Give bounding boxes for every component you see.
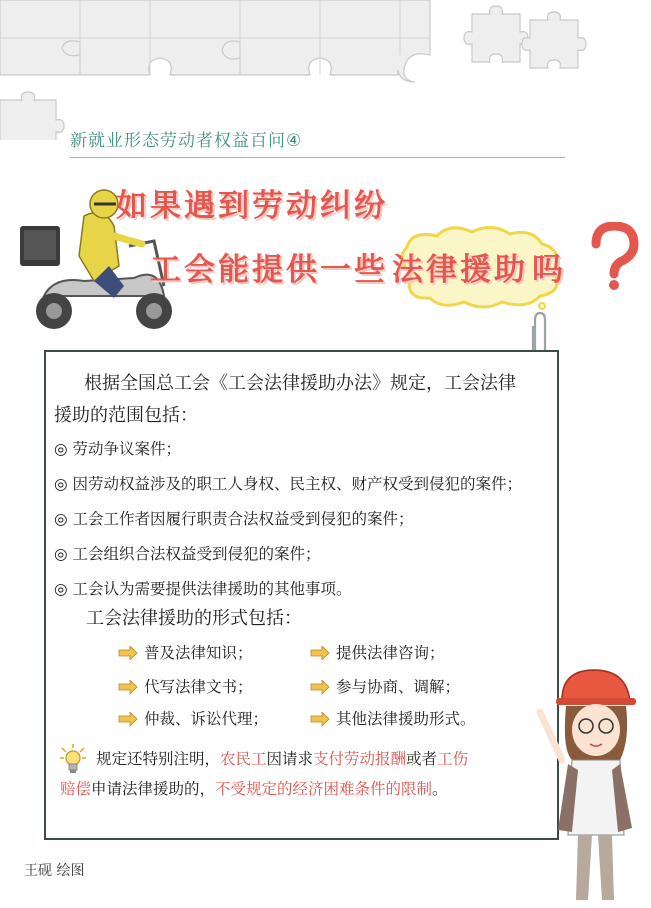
headline-line-2	[150, 244, 566, 289]
question-mark-icon	[582, 222, 642, 292]
intro-line-1: 根据全国总工会《工会法律援助办法》规定，工会法律	[84, 373, 516, 394]
note-highlight-compensation: 赔偿	[60, 780, 92, 798]
note-text-3: 或者	[406, 750, 438, 768]
series-title: 新就业形态劳动者权益百问④	[70, 131, 303, 151]
puzzle-decoration	[0, 0, 651, 140]
arrow-icon	[310, 712, 330, 726]
arrow-icon	[310, 680, 330, 694]
arrow-icon	[310, 646, 330, 660]
headline-highlight: 法律援助	[392, 252, 528, 288]
form-item: 仲裁、诉讼代理；	[118, 708, 268, 730]
illustrator-credit: 王砚 绘图	[24, 863, 85, 879]
lightbulb-icon	[60, 744, 86, 776]
scope-item: ◎ 劳动争议案件；	[54, 440, 181, 458]
scope-item: ◎ 工会工作者因履行职责合法权益受到侵犯的案件；	[54, 510, 414, 528]
scope-item: ◎ 工会认为需要提供法律援助的其他事项。	[54, 580, 352, 598]
arrow-icon	[118, 646, 138, 660]
headline-line-2-before: 工会能提供一些	[150, 252, 388, 288]
intro-line-2: 援助的范围包括：	[54, 405, 198, 426]
form-item: 其他法律援助形式。	[310, 708, 476, 730]
note-highlight-wages: 支付劳动报酬	[313, 750, 407, 768]
scope-item: ◎ 工会组织合法权益受到侵犯的案件；	[54, 545, 321, 563]
note-text-4: 申请法律援助的，	[91, 780, 216, 798]
form-item: 参与协商、调解；	[310, 676, 460, 698]
title-divider	[70, 157, 565, 158]
headline-line-2-after: 吗	[532, 252, 566, 288]
note-text-2: 因请求	[266, 750, 314, 768]
note-highlight-migrant-workers: 农民工	[220, 750, 267, 768]
form-item: 普及法律知识；	[118, 642, 253, 664]
form-item: 代写法律文书；	[118, 676, 253, 698]
forms-title: 工会法律援助的形式包括：	[86, 608, 302, 629]
form-item: 提供法律咨询；	[310, 642, 445, 664]
scope-list	[54, 432, 569, 607]
note-text-5: 。	[432, 780, 448, 798]
worker-girl	[532, 660, 651, 908]
scope-item: ◎ 因劳动权益涉及的职工人身权、民主权、财产权受到侵犯的案件；	[54, 475, 522, 493]
arrow-icon	[118, 680, 138, 694]
special-note	[60, 744, 560, 804]
arrow-icon	[118, 712, 138, 726]
note-highlight-no-limit: 不受规定的经济困难条件的限制	[215, 780, 433, 798]
note-highlight-injury: 工伤	[437, 750, 469, 768]
headline-line-1: 如果遇到劳动纠纷	[116, 188, 388, 224]
intro-paragraph	[54, 368, 554, 432]
note-text-1: 规定还特别注明，	[96, 750, 221, 768]
